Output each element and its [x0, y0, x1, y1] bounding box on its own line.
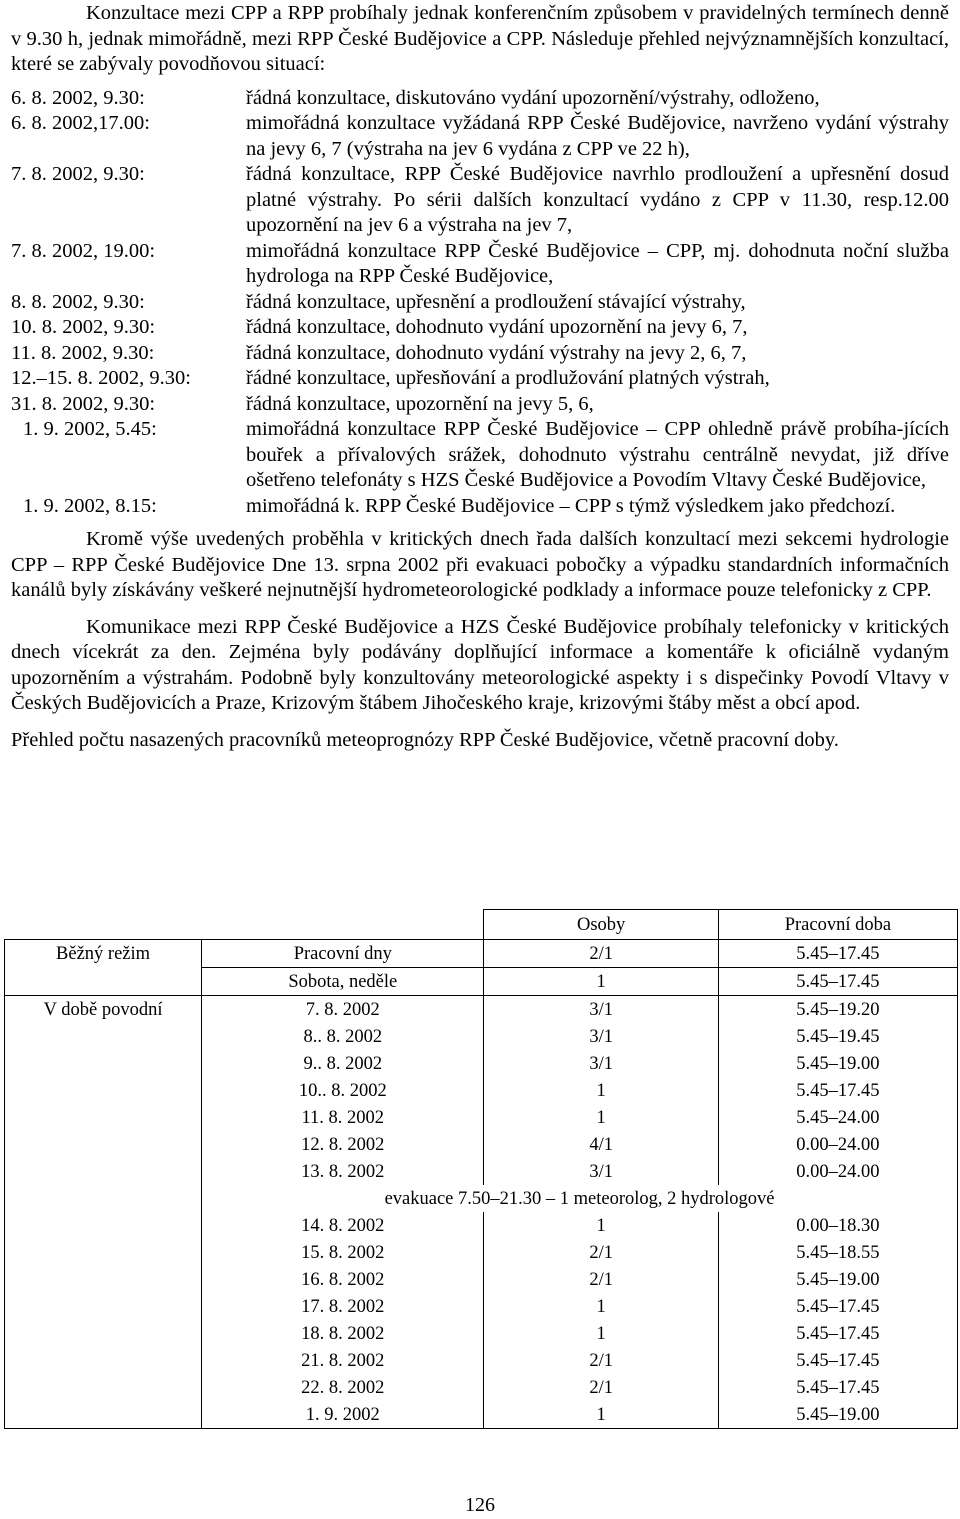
table-cell-persons: 1 [484, 1077, 718, 1104]
page-number: 126 [465, 1494, 495, 1516]
table-cell-day: 15. 8. 2002 [202, 1239, 484, 1266]
paragraph-communication: Komunikace mezi RPP České Budějovice a HZS České Budějovice probíhaly telefonicky v kritických dnech vícekrát za den. Zejména byly podávány doplňující informace a komentáře k oficiálně vydaným upozorněním a výstrahám. Podobně byly konzultovány meteorologické aspekty i s dispečinky Povodí Vltavy v Českých Budějovicích a Praze, Krizovým štábem Jihočeského kraje, krizovými štáby měst a obcí apod. [11, 615, 949, 714]
table-cell-persons: 3/1 [484, 1050, 718, 1077]
table-cell-persons: 1 [484, 1104, 718, 1131]
log-entry [11, 417, 949, 494]
table-cell-hours: 5.45–19.45 [718, 1023, 957, 1050]
table-row [5, 1401, 958, 1429]
consultation-log [11, 86, 949, 520]
log-text: mimořádná konzultace RPP České Budějovice – CPP ohledně právě probíha-jících bouřek a přívalových srážek, dohodnuto výstrahu centrálně nevydat, již dříve ošetřeno telefonáty s HZS České Budějovice a Povodím Vltavy České Budějovice, [246, 418, 949, 491]
log-date: 8. 8. 2002, 9.30: [11, 290, 145, 313]
table-cell-persons: 2/1 [484, 940, 718, 968]
log-date: 6. 8. 2002,17.00: [11, 112, 150, 134]
table-cell-hours: 5.45–17.45 [718, 1347, 957, 1374]
log-text: řádná konzultace, diskutováno vydání upozornění/výstrahy, odloženo, [246, 86, 820, 109]
log-text: mimořádná k. RPP České Budějovice – CPP s týmž výsledkem jako předchozí. [246, 494, 896, 517]
log-date: 11. 8. 2002, 9.30: [11, 341, 155, 364]
log-date: 7. 8. 2002, 19.00: [11, 239, 156, 262]
table-cell-persons: 2/1 [484, 1239, 718, 1266]
table-cell-hours: 5.45–19.00 [718, 1266, 957, 1293]
table-cell-hours: 5.45–19.00 [718, 1050, 957, 1077]
table-row [5, 1212, 958, 1239]
log-entry [11, 290, 949, 316]
log-entry [11, 111, 949, 162]
log-text: řádná konzultace, RPP České Budějovice navrhlo prodloužení a upřesnění dosud platné výstrahy. Po sérii dalších konzultací vydáno z CPP v 11.30, resp.12.00 upozornění na jev 6 a výstraha na jev 7, [246, 163, 949, 236]
table-row [5, 1104, 958, 1131]
table-cell-day: 12. 8. 2002 [202, 1131, 484, 1158]
log-date: 10. 8. 2002, 9.30: [11, 316, 156, 338]
table-cell-hours: 0.00–24.00 [718, 1131, 957, 1158]
table-header-row [5, 910, 958, 940]
staff-table [4, 909, 958, 1429]
paragraph-consultations: Kromě výše uvedených proběhla v kritických dnech řada dalších konzultací mezi sekcemi hydrologie CPP – RPP České Budějovice Dne 13. srpna 2002 při evakuaci pobočky a výpadku standardních informačních kanálů byly získávány veškeré nejnutnější hydrometeorologické podklady a informace pouze telefonicky z CPP. [11, 528, 949, 601]
table-cell-persons: 1 [484, 1320, 718, 1347]
table-row [5, 1266, 958, 1293]
table-cell-hours: 5.45–19.20 [718, 996, 957, 1024]
table-row [5, 1077, 958, 1104]
log-text: řádná konzultace, dohodnuto vydání upozornění na jevy 6, 7, [246, 316, 748, 338]
intro-paragraph: Konzultace mezi CPP a RPP probíhaly jednak konferenčním způsobem v pravidelných termínech denně v 9.30 h, jednak mimořádně, mezi RPP České Budějovice a CPP. Následuje přehled nejvýznamnějších konzultací, které se zabývaly povodňovou situací: [11, 2, 949, 75]
log-text: řádná konzultace, dohodnuto vydání výstrahy na jevy 2, 6, 7, [246, 341, 747, 364]
table-cell-day: 13. 8. 2002 [202, 1158, 484, 1185]
table-cell-persons: 2/1 [484, 1374, 718, 1401]
table-cell-persons: 1 [484, 1401, 718, 1429]
table-cell-persons: 1 [484, 1212, 718, 1239]
table-cell-hours: 5.45–19.00 [718, 1401, 957, 1429]
table-cell-hours: 5.45–17.45 [718, 1077, 957, 1104]
header-persons: Osoby [484, 910, 718, 940]
log-entry [11, 494, 949, 520]
log-entry [11, 86, 949, 112]
table-row [5, 1347, 958, 1374]
table-row [5, 1158, 958, 1185]
log-entry [11, 341, 949, 367]
table-cell-day: 21. 8. 2002 [202, 1347, 484, 1374]
table-cell-persons: 4/1 [484, 1131, 718, 1158]
table-cell-day: 22. 8. 2002 [202, 1374, 484, 1401]
log-date: 1. 9. 2002, 8.15: [23, 494, 157, 517]
table-cell-hours: 5.45–17.45 [718, 1374, 957, 1401]
log-text: řádná konzultace, upřesnění a prodloužení stávající výstrahy, [246, 290, 746, 313]
table-cell-persons: 3/1 [484, 996, 718, 1024]
table-row [5, 1023, 958, 1050]
log-date: 31. 8. 2002, 9.30: [11, 392, 156, 415]
log-text: mimořádná konzultace RPP České Budějovice – CPP, mj. dohodnuta noční služba hydrologa na RPP České Budějovice, [246, 239, 949, 287]
table-cell-day: 16. 8. 2002 [202, 1266, 484, 1293]
document-page [11, 0, 949, 753]
table-cell-persons: 3/1 [484, 1023, 718, 1050]
table-row [5, 1320, 958, 1347]
log-entry [11, 239, 949, 290]
table-cell-day: 10.. 8. 2002 [202, 1077, 484, 1104]
table-cell-day: Pracovní dny [202, 940, 484, 968]
mode-label-flood: V době povodní [5, 996, 202, 1024]
log-date: 1. 9. 2002, 5.45: [23, 418, 157, 440]
mode-label-normal: Běžný režim [5, 940, 202, 968]
log-date: 6. 8. 2002, 9.30: [11, 86, 145, 109]
log-date: 12.–15. 8. 2002, 9.30: [11, 367, 191, 389]
log-text: řádné konzultace, upřesňování a prodlužování platných výstrah, [246, 367, 770, 389]
table-cell-day: 9.. 8. 2002 [202, 1050, 484, 1077]
table-row [5, 940, 958, 968]
table-row [5, 1374, 958, 1401]
table-cell-day: Sobota, neděle [202, 968, 484, 996]
table-cell-hours: 5.45–17.45 [718, 1293, 957, 1320]
table-cell-day: 17. 8. 2002 [202, 1293, 484, 1320]
evacuation-note: evakuace 7.50–21.30 – 1 meteorolog, 2 hydrologové [202, 1185, 958, 1212]
table-row [5, 1239, 958, 1266]
table-cell-day: 18. 8. 2002 [202, 1320, 484, 1347]
table-cell-persons: 1 [484, 1293, 718, 1320]
table-cell-day: 7. 8. 2002 [202, 996, 484, 1024]
table-cell-persons: 2/1 [484, 1266, 718, 1293]
table-cell-hours: 5.45–17.45 [718, 968, 957, 996]
table-cell-day: 14. 8. 2002 [202, 1212, 484, 1239]
table-cell-day: 1. 9. 2002 [202, 1401, 484, 1429]
table-cell-hours: 5.45–24.00 [718, 1104, 957, 1131]
paragraph-staff-overview: Přehled počtu nasazených pracovníků meteoprognózy RPP České Budějovice, včetně pracovní doby. [11, 728, 839, 751]
log-entry [11, 366, 949, 392]
table-cell-hours: 5.45–17.45 [718, 1320, 957, 1347]
table-cell-persons: 2/1 [484, 1347, 718, 1374]
table-row-evacuation [5, 1185, 958, 1212]
table-row [5, 996, 958, 1024]
table-cell-hours: 5.45–18.55 [718, 1239, 957, 1266]
table-cell-day: 11. 8. 2002 [202, 1104, 484, 1131]
table-cell-hours: 0.00–24.00 [718, 1158, 957, 1185]
table-row [5, 1293, 958, 1320]
log-text: řádná konzultace, upozornění na jevy 5, 6, [246, 392, 594, 415]
table-row [5, 1050, 958, 1077]
log-entry [11, 315, 949, 341]
table-cell-hours: 5.45–17.45 [718, 940, 957, 968]
log-text: mimořádná konzultace vyžádaná RPP České Budějovice, navrženo vydání výstrahy na jevy 6, 7 (výstraha na jev 6 vydána z CPP ve 22 h), [246, 112, 949, 160]
table-row [5, 968, 958, 996]
log-entry [11, 392, 949, 418]
table-cell-persons: 3/1 [484, 1158, 718, 1185]
log-entry [11, 162, 949, 239]
table-cell-hours: 0.00–18.30 [718, 1212, 957, 1239]
table-cell-persons: 1 [484, 968, 718, 996]
header-hours: Pracovní doba [718, 910, 957, 940]
table-row [5, 1131, 958, 1158]
table-cell-day: 8.. 8. 2002 [202, 1023, 484, 1050]
log-date: 7. 8. 2002, 9.30: [11, 163, 145, 185]
